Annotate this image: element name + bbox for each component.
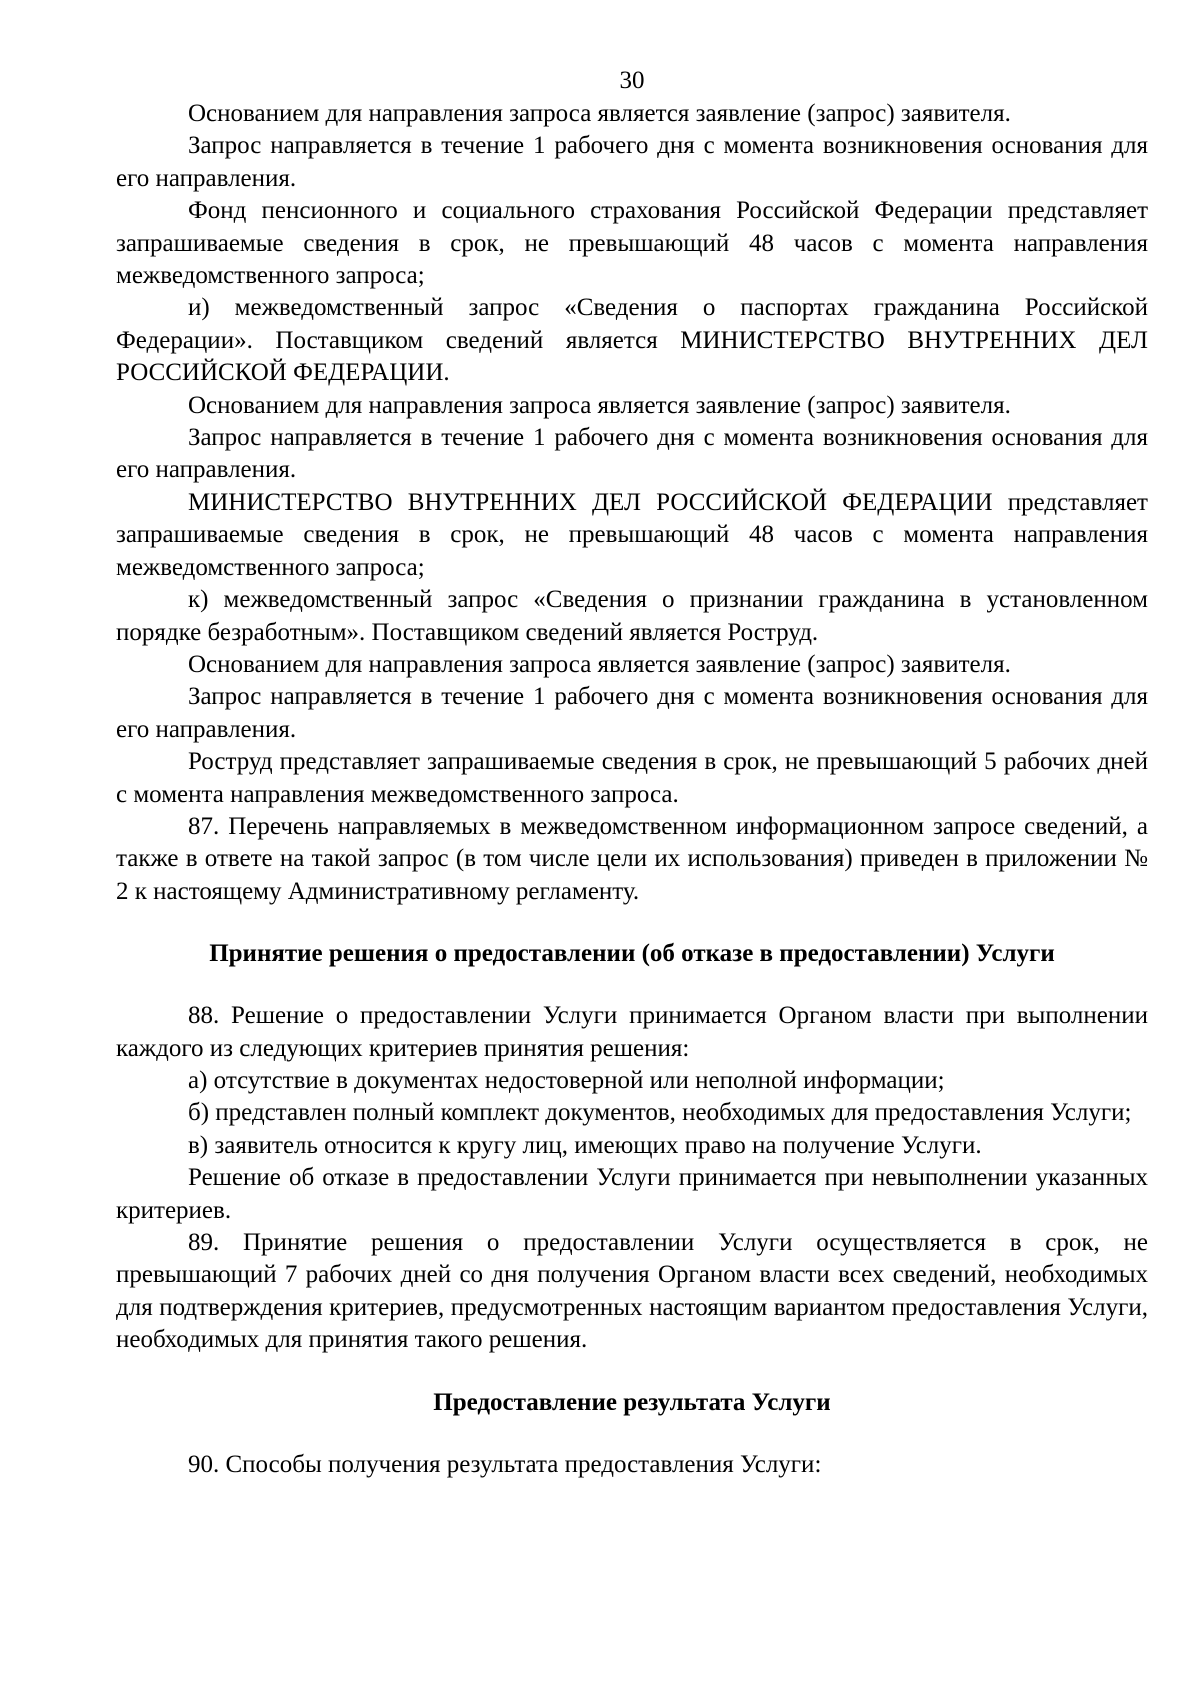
page-number: 30 <box>619 67 645 94</box>
paragraph: Запрос направляется в течение 1 рабочего дня с момента возникновения основания для его направления. <box>116 683 1148 743</box>
paragraph: Основанием для направления запроса является заявление (запрос) заявителя. <box>188 391 1011 419</box>
paragraph: в) заявитель относится к кругу лиц, имеющих право на получение Услуги. <box>188 1131 982 1159</box>
paragraph: Роструд представляет запрашиваемые сведения в срок, не превышающий 5 рабочих дней с момента направления межведомственного запроса. <box>116 748 1148 808</box>
paragraph: и) межведомственный запрос «Сведения о паспортах гражданина Российской Федерации». Поставщиком сведений является МИНИСТЕРСТВО ВНУТРЕННИХ ДЕЛ РОССИЙСКОЙ ФЕДЕРАЦИИ. <box>116 294 1148 387</box>
paragraph: Запрос направляется в течение 1 рабочего дня с момента возникновения основания для его направления. <box>116 424 1148 484</box>
paragraph: Основанием для направления запроса является заявление (запрос) заявителя. <box>188 650 1011 678</box>
paragraph: 89. Принятие решения о предоставлении Услуги осуществляется в срок, не превышающий 7 рабочих дней со дня получения Органом власти всех сведений, необходимых для подтверждения критериев, предусмотренных настоящим вариантом предоставления Услуги, необходимых для принятия такого решения. <box>116 1229 1148 1354</box>
paragraph: МИНИСТЕРСТВО ВНУТРЕННИХ ДЕЛ РОССИЙСКОЙ ФЕДЕРАЦИИ представляет запрашиваемые сведения в срок, не превышающий 48 часов с момента направления межведомственного запроса; <box>116 488 1148 581</box>
paragraph: 87. Перечень направляемых в межведомственном информационном запросе сведений, а также в ответе на такой запрос (в том числе цели их использования) приведен в приложении № 2 к настоящему Административному регламенту. <box>116 812 1148 905</box>
paragraph: Запрос направляется в течение 1 рабочего дня с момента возникновения основания для его направления. <box>116 132 1148 192</box>
paragraph: 90. Способы получения результата предоставления Услуги: <box>188 1450 822 1478</box>
paragraph: б) представлен полный комплект документов, необходимых для предоставления Услуги; <box>188 1099 1132 1127</box>
document-page <box>116 66 1148 1481</box>
section-heading: Принятие решения о предоставлении (об отказе в предоставлении) Услуги <box>209 940 1055 968</box>
paragraph: к) межведомственный запрос «Сведения о признании гражданина в установленном порядке безработным». Поставщиком сведений является Роструд. <box>116 586 1148 646</box>
paragraph: а) отсутствие в документах недостоверной или неполной информации; <box>188 1066 945 1094</box>
section-heading: Предоставление результата Услуги <box>433 1388 831 1416</box>
paragraph: 88. Решение о предоставлении Услуги принимается Органом власти при выполнении каждого из следующих критериев принятия решения: <box>116 1002 1148 1062</box>
paragraph: Решение об отказе в предоставлении Услуги принимается при невыполнении указанных критериев. <box>116 1164 1148 1224</box>
paragraph: Основанием для направления запроса является заявление (запрос) заявителя. <box>188 100 1011 127</box>
paragraph: Фонд пенсионного и социального страхования Российской Федерации представляет запрашиваемые сведения в срок, не превышающий 48 часов с момента направления межведомственного запроса; <box>116 197 1148 290</box>
